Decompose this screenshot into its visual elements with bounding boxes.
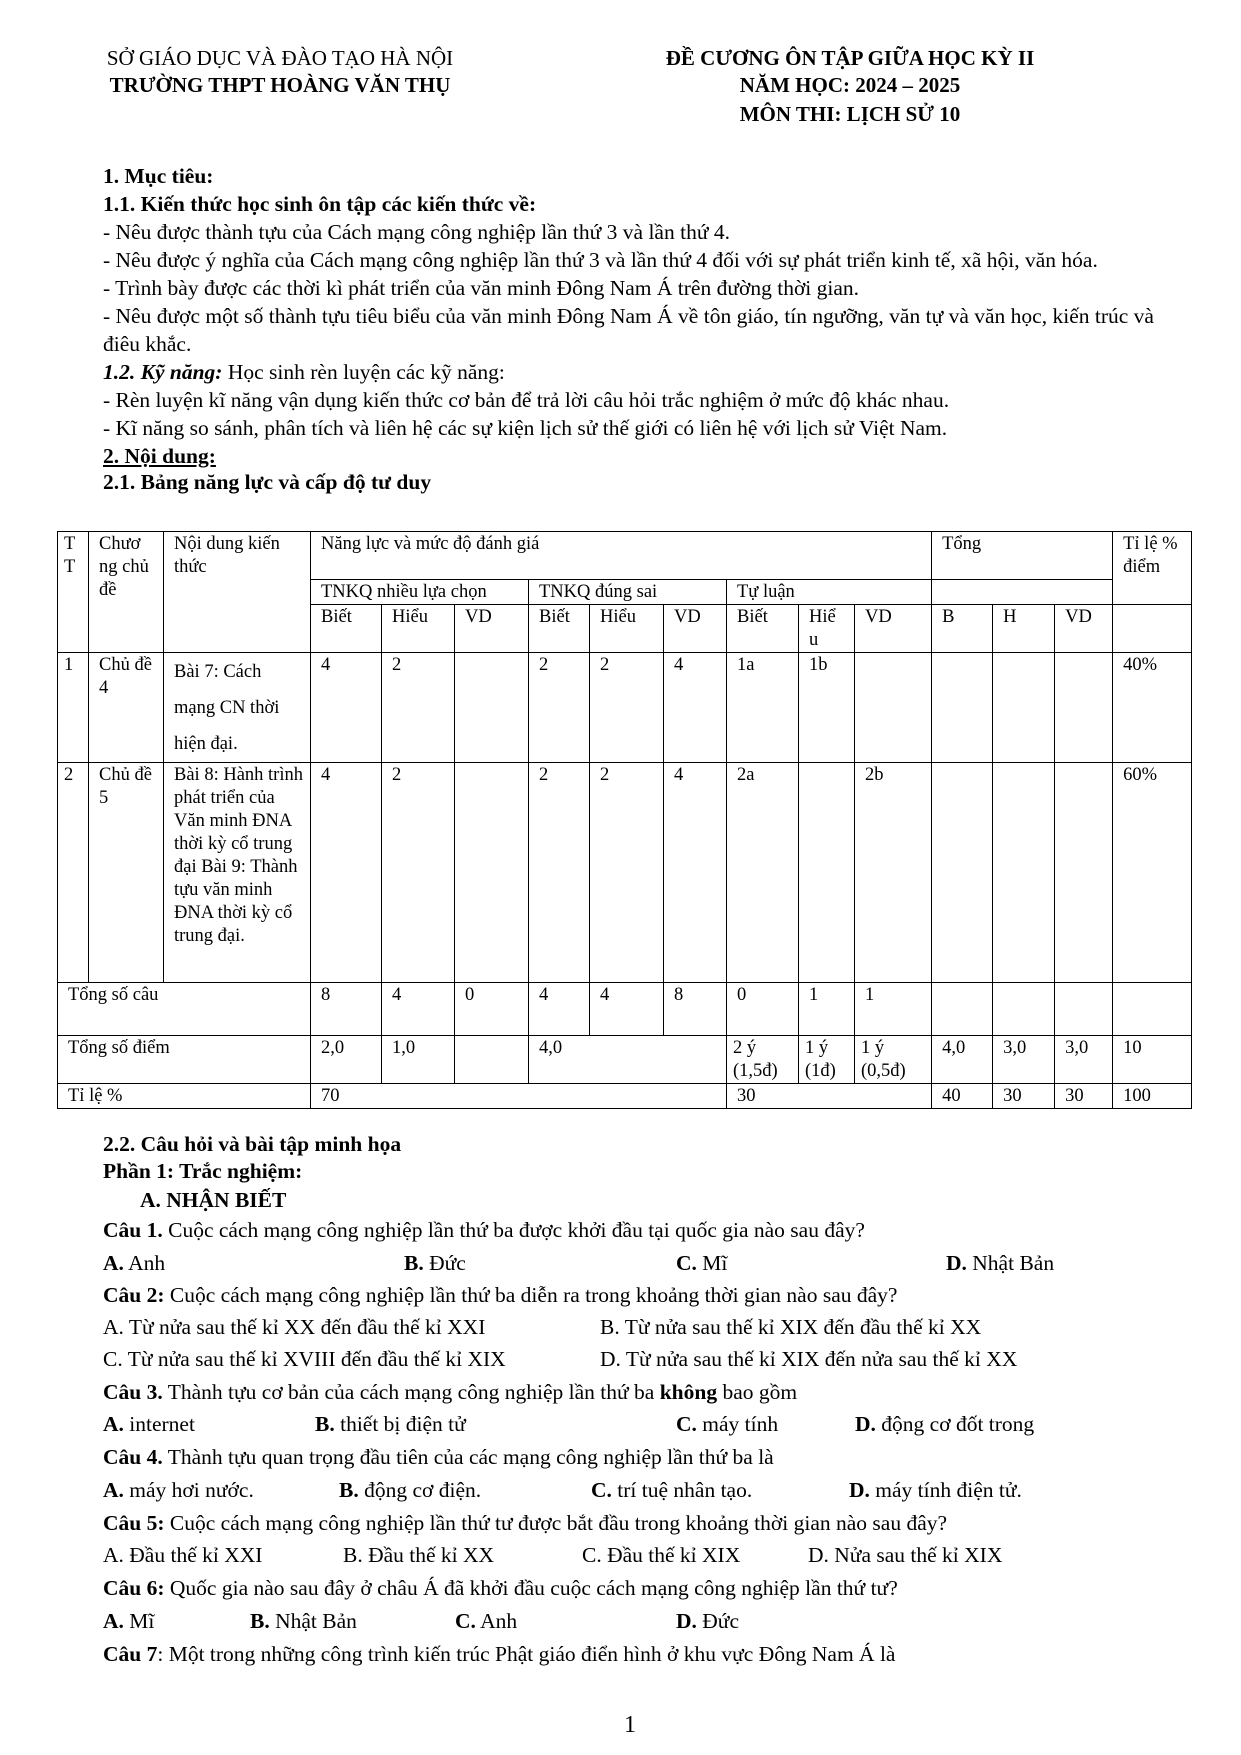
subject: MÔN THI: LỊCH SỬ 10 (739, 102, 961, 126)
table-cell: 1 ý (0,5đ) (855, 1036, 932, 1084)
objectives-title: 1. Mục tiêu: (103, 164, 214, 188)
table-cell: 2 (529, 763, 590, 983)
table-cell: 2 (58, 763, 89, 983)
option-text: máy tính (696, 1412, 779, 1436)
option (946, 1249, 1054, 1277)
question-number: Câu 3. (103, 1380, 163, 1404)
option-label: B. (250, 1609, 270, 1633)
option-label: B. (404, 1251, 424, 1275)
question-text: Quốc gia nào sau đây ở châu Á đã khởi đầu cuộc cách mạng công nghiệp lần thứ tư? (164, 1576, 898, 1600)
table-cell: 3,0 (993, 1036, 1055, 1084)
table-cell (455, 653, 529, 763)
percent-label: Tỉ lệ % (58, 1084, 311, 1109)
option (455, 1607, 517, 1635)
table-cell: 10 (1113, 1036, 1192, 1084)
question (103, 1216, 865, 1244)
table-cell: 1 (855, 983, 932, 1036)
level-header: Biết (311, 605, 382, 653)
option-label: B. (315, 1412, 335, 1436)
knowledge-item: - Nêu được ý nghĩa của Cách mạng công nghiệp lần thứ 3 và lần thứ 4 đối với sự phát triển kinh tế, xã hội, văn hóa. (103, 248, 1098, 272)
option-text: Mĩ (123, 1609, 155, 1633)
table-cell: 1 (799, 983, 855, 1036)
table-cell (1113, 983, 1192, 1036)
option-text: động cơ đốt trong (875, 1412, 1035, 1436)
table-cell (932, 653, 993, 763)
option-label: A. (103, 1478, 124, 1502)
option-label: C. (676, 1251, 697, 1275)
document-title: ĐỀ CƯƠNG ÔN TẬP GIỮA HỌC KỲ II (665, 46, 1035, 70)
level-header (1113, 605, 1192, 653)
header-ratio: Tỉ lệ % điểm (1113, 532, 1192, 605)
table-title: 2.1. Bảng năng lực và cấp độ tư duy (103, 470, 432, 494)
option-label: A. (103, 1412, 124, 1436)
table-cell: 1 ý (1đ) (799, 1036, 855, 1084)
table-cell: 1 (58, 653, 89, 763)
table-cell (932, 763, 993, 983)
question-number: Câu 4. (103, 1445, 163, 1469)
total-points-label: Tổng số điểm (58, 1036, 311, 1084)
option-text: D. Nửa sau thế kỉ XIX (808, 1543, 1003, 1567)
option (103, 1410, 195, 1438)
option (250, 1607, 357, 1635)
table-cell: 1,0 (382, 1036, 455, 1084)
table-cell: Bài 8: Hành trình phát triển của Văn minh ĐNA thời kỳ cổ trung đại Bài 9: Thành tựu văn minh ĐNA thời kỳ cổ trung đại. (164, 763, 311, 983)
skills-title: 1.2. Kỹ năng: (103, 360, 223, 384)
option-text: D. Từ nửa sau thế kỉ XIX đến nửa sau thế kỉ XX (600, 1347, 1018, 1371)
option-text: A. Đầu thế kỉ XXI (103, 1543, 263, 1567)
table-cell: 2 (590, 653, 664, 763)
table-cell: 8 (664, 983, 727, 1036)
option-text: B. Đầu thế kỉ XX (343, 1543, 495, 1567)
level-header: B (932, 605, 993, 653)
table-cell: 2a (727, 763, 799, 983)
questions-title: 2.2. Câu hỏi và bài tập minh họa (103, 1132, 402, 1156)
option (103, 1541, 262, 1569)
header-total: Tổng (932, 532, 1113, 580)
option-label: D. (849, 1478, 870, 1502)
question (103, 1509, 947, 1537)
option (582, 1541, 740, 1569)
table-cell (1055, 763, 1113, 983)
table-cell: Chủ đề 4 (89, 653, 164, 763)
option-label: B. (339, 1478, 359, 1502)
knowledge-item: - Nêu được thành tựu của Cách mạng công nghiệp lần thứ 3 và lần thứ 4. (103, 220, 730, 244)
option-text: trí tuệ nhân tạo. (611, 1478, 753, 1502)
option-text: Anh (123, 1251, 166, 1275)
question-text: Cuộc cách mạng công nghiệp lần thứ ba được khởi đầu tại quốc gia nào sau đây? (162, 1218, 865, 1242)
option-text: Mĩ (696, 1251, 728, 1275)
table-cell: 8 (311, 983, 382, 1036)
option (103, 1607, 154, 1635)
option-text: thiết bị điện tử (334, 1412, 466, 1436)
table-cell: 4 (311, 763, 382, 983)
option (849, 1476, 1022, 1504)
knowledge-title: 1.1. Kiến thức học sinh ôn tập các kiến thức về: (103, 192, 537, 216)
option (103, 1249, 165, 1277)
table-cell: 40% (1113, 653, 1192, 763)
question-text: : Một trong những công trình kiến trúc Phật giáo điển hình ở khu vực Đông Nam Á là (157, 1642, 896, 1666)
table-cell: Bài 7: Cách mạng CN thời hiện đại. (164, 653, 311, 763)
table-cell: 4 (382, 983, 455, 1036)
option (103, 1476, 254, 1504)
table-cell: 0 (727, 983, 799, 1036)
option (339, 1476, 481, 1504)
level-header: Hiểu (590, 605, 664, 653)
table-cell (1055, 653, 1113, 763)
part1-title: Phần 1: Trắc nghiệm: (103, 1159, 303, 1183)
header-total-blank (932, 580, 1113, 605)
question-tail: bao gồm (717, 1380, 798, 1404)
total-questions-label: Tổng số câu (58, 983, 311, 1036)
option (676, 1249, 727, 1277)
table-cell: 4,0 (932, 1036, 993, 1084)
skill-item: - Rèn luyện kĩ năng vận dụng kiến thức cơ bản để trả lời câu hỏi trắc nghiệm ở mức độ khác nhau. (103, 388, 950, 412)
option-text: B. Từ nửa sau thế kỉ XIX đến đầu thế kỉ XX (600, 1315, 982, 1339)
table-cell: 2 ý (1,5đ) (727, 1036, 799, 1084)
level-header: Biết (727, 605, 799, 653)
question-text: Cuộc cách mạng công nghiệp lần thứ tư được bắt đầu trong khoảng thời gian nào sau đây? (164, 1511, 948, 1535)
option-text: internet (123, 1412, 195, 1436)
option-label: D. (676, 1609, 697, 1633)
option (103, 1313, 485, 1341)
question-number: Câu 6: (103, 1576, 165, 1600)
table-cell (993, 763, 1055, 983)
question-number: Câu 1. (103, 1218, 163, 1242)
option (855, 1410, 1034, 1438)
level-a-title: A. NHẬN BIẾT (140, 1188, 287, 1212)
level-header: Biết (529, 605, 590, 653)
table-cell (455, 763, 529, 983)
table-cell: 30 (727, 1084, 932, 1109)
table-cell: 30 (1055, 1084, 1113, 1109)
question-text: Cuộc cách mạng công nghiệp lần thứ ba diễn ra trong khoảng thời gian nào sau đây? (164, 1283, 898, 1307)
question-number: Câu 2: (103, 1283, 165, 1307)
table-cell: 2 (382, 763, 455, 983)
table-cell (799, 763, 855, 983)
option-text: Anh (475, 1609, 518, 1633)
question (103, 1281, 897, 1309)
table-cell: 60% (1113, 763, 1192, 983)
header-competency: Năng lực và mức độ đánh giá (311, 532, 932, 580)
table-cell (455, 1036, 529, 1084)
option (103, 1345, 506, 1373)
option-text: C. Đầu thế kỉ XIX (582, 1543, 741, 1567)
option-text: Nhật Bản (269, 1609, 357, 1633)
table-cell (1055, 983, 1113, 1036)
school-year: NĂM HỌC: 2024 – 2025 (739, 73, 961, 97)
option-text: Nhật Bản (966, 1251, 1055, 1275)
table-cell: 4 (590, 983, 664, 1036)
table-cell: 2,0 (311, 1036, 382, 1084)
level-header: VD (1055, 605, 1113, 653)
option-text: Đức (423, 1251, 466, 1275)
option-label: D. (855, 1412, 876, 1436)
table-cell: 4 (529, 983, 590, 1036)
skill-item: - Kĩ năng so sánh, phân tích và liên hệ các sự kiện lịch sử thế giới có liên hệ với lịch sử Việt Nam. (103, 416, 948, 440)
level-header: Hiểu (382, 605, 455, 653)
department-name: SỞ GIÁO DỤC VÀ ĐÀO TẠO HÀ NỘI (106, 46, 454, 70)
question (103, 1640, 895, 1668)
table-cell (932, 983, 993, 1036)
header-content: Nội dung kiến thức (164, 532, 311, 653)
option-text: A. Từ nửa sau thế kỉ XX đến đầu thế kỉ XXI (103, 1315, 486, 1339)
table-cell: 2 (590, 763, 664, 983)
option-label: D. (946, 1251, 967, 1275)
option-text: Đức (696, 1609, 740, 1633)
option (676, 1410, 778, 1438)
option-text: C. Từ nửa sau thế kỉ XVIII đến đầu thế kỉ XIX (103, 1347, 506, 1371)
table-cell: 0 (455, 983, 529, 1036)
table-cell (993, 983, 1055, 1036)
question-text: Thành tựu cơ bản của cách mạng công nghiệp lần thứ ba (162, 1380, 660, 1404)
option-label: C. (676, 1412, 697, 1436)
option-label: A. (103, 1609, 124, 1633)
table-cell: Chủ đề 5 (89, 763, 164, 983)
table-cell: 30 (993, 1084, 1055, 1109)
knowledge-item: - Trình bày được các thời kì phát triển của văn minh Đông Nam Á trên đường thời gian. (103, 276, 860, 300)
level-header: Hiể u (799, 605, 855, 653)
table-cell: 4 (311, 653, 382, 763)
question (103, 1378, 797, 1406)
level-header: VD (455, 605, 529, 653)
table-cell (855, 653, 932, 763)
level-header: VD (855, 605, 932, 653)
table-cell: 4 (664, 653, 727, 763)
table-cell: 3,0 (1055, 1036, 1113, 1084)
table-cell: 70 (311, 1084, 727, 1109)
table-cell: 100 (1113, 1084, 1192, 1109)
table-cell: 2 (382, 653, 455, 763)
option (404, 1249, 466, 1277)
table-cell: 2 (529, 653, 590, 763)
option-text: động cơ điện. (358, 1478, 482, 1502)
competency-table (57, 531, 1192, 1109)
header-topic: Chươ ng chủ đề (89, 532, 164, 653)
level-header: VD (664, 605, 727, 653)
table-cell (993, 653, 1055, 763)
option (808, 1541, 1002, 1569)
table-cell: 2b (855, 763, 932, 983)
question-emphasis: không (659, 1380, 718, 1404)
option-label: C. (591, 1478, 612, 1502)
table-cell: 4,0 (529, 1036, 727, 1084)
option-text: máy tính điện tử. (869, 1478, 1022, 1502)
table-cell: 1b (799, 653, 855, 763)
header-tf: TNKQ đúng sai (529, 580, 727, 605)
option (600, 1345, 1017, 1373)
table-cell: 1a (727, 653, 799, 763)
page-number: 1 (624, 1712, 636, 1738)
school-name: TRƯỜNG THPT HOÀNG VĂN THỤ (109, 73, 451, 97)
content-title: 2. Nội dung: (103, 444, 216, 468)
option (591, 1476, 752, 1504)
header-essay: Tự luận (727, 580, 932, 605)
question (103, 1574, 898, 1602)
option (343, 1541, 494, 1569)
skills-line (103, 358, 1183, 386)
objectives-section (103, 162, 1183, 494)
level-header: H (993, 605, 1055, 653)
knowledge-item: - Nêu được một số thành tựu tiêu biểu của văn minh Đông Nam Á về tôn giáo, tín ngưỡng, văn tự và văn học, kiến trúc và điêu khắc. (103, 304, 1154, 356)
skills-intro: Học sinh rèn luyện các kỹ năng: (222, 360, 505, 384)
option (315, 1410, 466, 1438)
header-mc: TNKQ nhiều lựa chọn (311, 580, 529, 605)
option-label: A. (103, 1251, 124, 1275)
question-number: Câu 5: (103, 1511, 165, 1535)
table-cell: 40 (932, 1084, 993, 1109)
question-number: Câu 7 (103, 1642, 158, 1666)
question (103, 1443, 774, 1471)
question-text: Thành tựu quan trọng đầu tiên của các mạng công nghiệp lần thứ ba là (162, 1445, 774, 1469)
table-cell: 4 (664, 763, 727, 983)
option (676, 1607, 739, 1635)
option (600, 1313, 981, 1341)
option-label: C. (455, 1609, 476, 1633)
header-tt: T T (58, 532, 89, 653)
option-text: máy hơi nước. (123, 1478, 254, 1502)
